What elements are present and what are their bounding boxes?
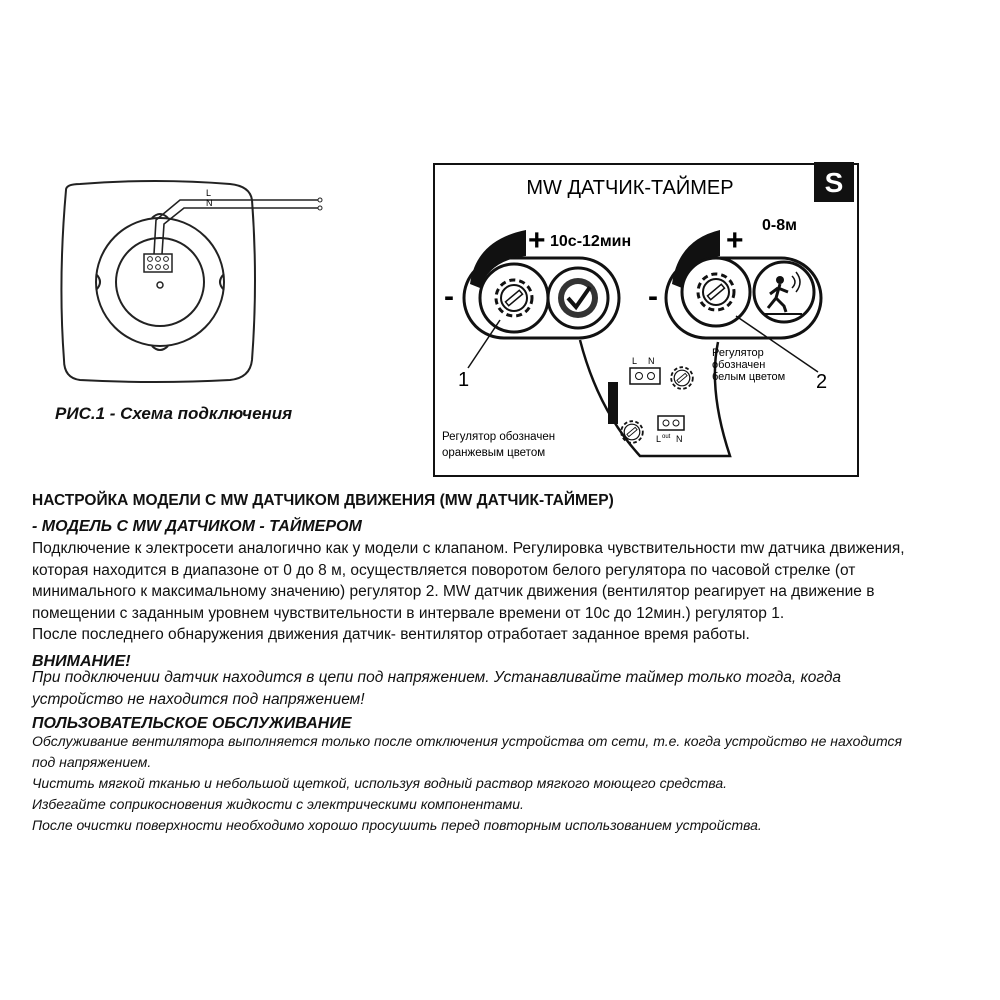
paragraph-line: минимального к максимальному значению) регулятор 2. MW датчик движения (вентилятор реагирует на движение в [32,583,875,600]
orange-note-2: оранжевым цветом [442,447,546,459]
warning-heading: ВНИМАНИЕ! [32,653,131,670]
orange-note-1: Регулятор обозначен [442,431,556,443]
warning-line: При подключении датчик находится в цепи под напряжением. Устанавливайте таймер только тогда, когда [32,669,842,686]
service-heading: ПОЛЬЗОВАТЕЛЬСКОЕ ОБСЛУЖИВАНИЕ [32,715,352,732]
section-subheading: - МОДЕЛЬ С MW ДАТЧИКОМ - ТАЙМЕРОМ [32,518,362,535]
paragraph-line: Подключение к электросети аналогично как у модели с клапаном. Регулировка чувствительности mw датчика движения, [32,540,905,557]
terminal-nout-label: N [676,434,683,444]
terminal-l-label: L [632,356,638,366]
warning-line: устройство не находится под напряжением! [32,690,365,708]
terminal-out [658,416,684,430]
distance-range: 0-8м [762,217,797,234]
wiring-diagram [40,170,380,400]
terminal-ln [630,368,660,384]
distance-minus: - [648,280,658,313]
timer-plus: + [528,224,546,257]
terminal-lout-label: L [656,434,662,444]
section-paragraph [32,538,982,646]
sensor-timer-panel [430,160,862,480]
white-note-3: белым цветом [712,371,786,383]
wire-label-n: N [206,198,213,208]
white-note-2: обозначен [712,359,766,371]
service-line: Чистить мягкой тканью и небольшой щеткой, используя водный раствор мягкого моющего средства. [32,775,728,791]
sensor-bar [608,382,618,424]
paragraph-line: После последнего обнаружения движения датчик- вентилятор отработает заданное время работы. [32,626,750,643]
timer-minus: - [444,280,454,313]
s-badge-letter: S [824,167,844,198]
terminal-n-label: N [648,356,655,366]
terminal-out-sub: out [662,434,671,440]
wire-label-l: L [206,188,212,198]
panel-title: MW ДАТЧИК-ТАЙМЕР [526,177,734,199]
timer-range: 10с-12мин [550,233,632,250]
callout-1: 1 [458,369,470,391]
paragraph-line: помещении с заданным уровнем чувствительности в интервале времени от 10с до 12мин.) регулятор 1. [32,604,785,622]
timer-check-icon [558,278,598,318]
service-line: под напряжением. [32,754,152,770]
service-line: Избегайте соприкосновения жидкости с электрическими компонентами. [32,796,524,812]
section-heading: НАСТРОЙКА МОДЕЛИ С MW ДАТЧИКОМ ДВИЖЕНИЯ (MW ДАТЧИК-ТАЙМЕР) [32,492,614,509]
service-line: После очистки поверхности необходимо хорошо просушить перед повторным использованием устройства. [32,817,762,833]
service-line: Обслуживание вентилятора выполняется только после отключения устройства от сети, т.е. когда устройство не находится [32,733,902,749]
distance-plus: + [726,224,744,257]
service-text [32,731,982,836]
callout-2: 2 [816,371,828,393]
white-note-1: Регулятор [712,347,764,359]
figure-caption: РИС.1 - Схема подключения [55,404,293,423]
paragraph-line: которая находится в диапазоне от 0 до 8 м, осуществляется поворотом белого регулятора по часовой стрелке (от [32,561,856,579]
warning-text [32,667,982,710]
